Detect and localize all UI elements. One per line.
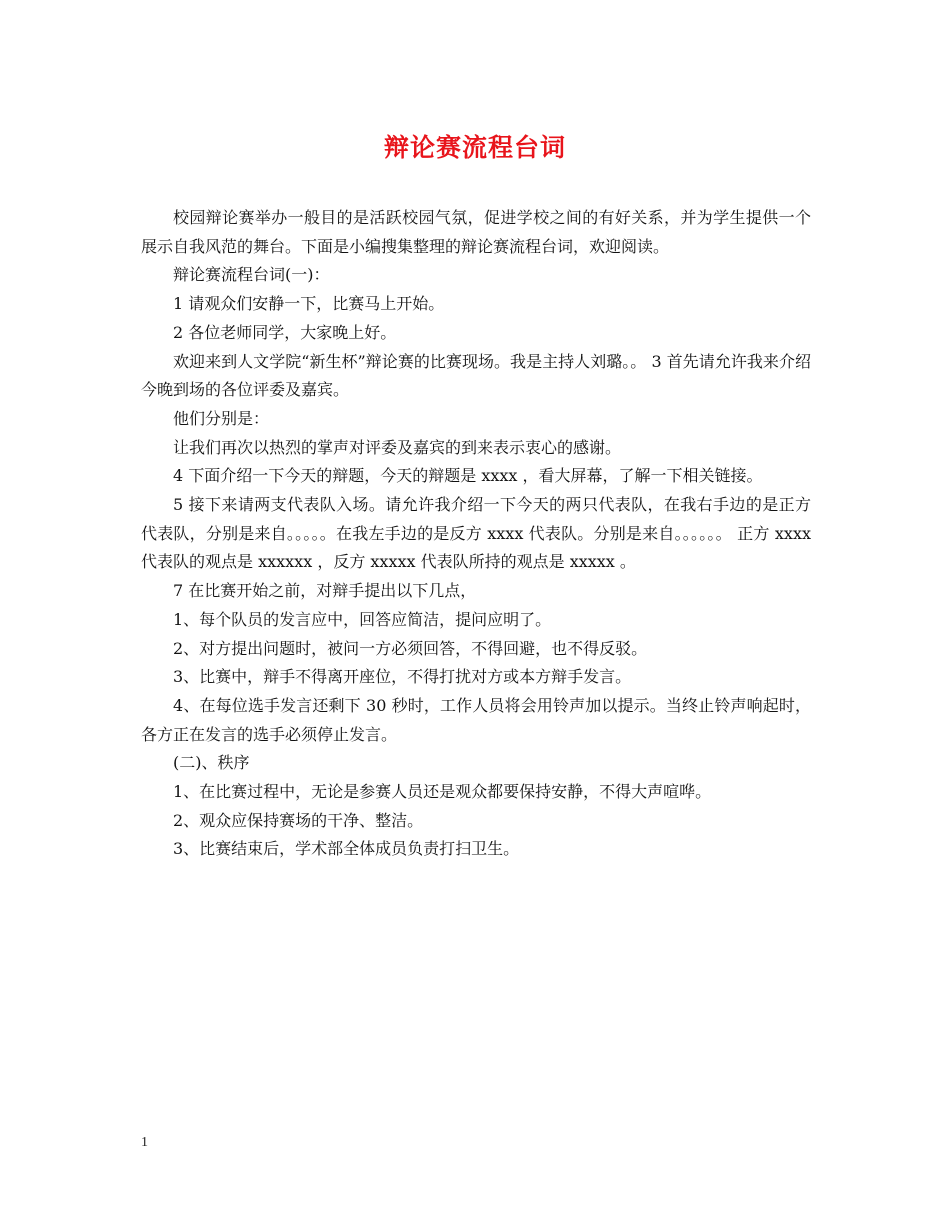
paragraph: 校园辩论赛举办一般目的是活跃校园气氛，促进学校之间的有好关系，并为学生提供一个展示自我风范的舞台。下面是小编搜集整理的辩论赛流程台词，欢迎阅读。 — [141, 208, 811, 256]
paragraph: 5 接下来请两支代表队入场。请允许我介绍一下今天的两只代表队，在我右手边的是正方代表队，分别是来自。。。。。在我左手边的是反方 xxxx 代表队。分别是来自。。。。。。 正方 xxxx 代表队的观点是 xxxxxx ，反方 xxxxx 代表队所持的观点是 xxxxx 。 — [141, 495, 811, 572]
paragraph: 他们分别是： — [173, 408, 270, 428]
document-title: 辩论赛流程台词 — [383, 133, 566, 162]
paragraph: 3、比赛结束后，学术部全体成员负责打扫卫生。 — [173, 839, 520, 859]
paragraph: 7 在比赛开始之前，对辩手提出以下几点， — [173, 581, 477, 601]
page-number: 1 — [141, 1135, 148, 1150]
paragraph: (二)、秩序 — [173, 753, 250, 773]
paragraph: 让我们再次以热烈的掌声对评委及嘉宾的到来表示衷心的感谢。 — [173, 437, 622, 457]
paragraph: 2、观众应保持赛场的干净、整洁。 — [173, 810, 424, 830]
paragraph: 4 下面介绍一下今天的辩题，今天的辩题是 xxxx ，看大屏幕，了解一下相关链接。 — [173, 466, 763, 486]
paragraph: 欢迎来到人文学院“新生杯”辩论赛的比赛现场。我是主持人刘璐。。 3 首先请允许我来介绍今晚到场的各位评委及嘉宾。 — [141, 351, 811, 400]
paragraph: 4、在每位选手发言还剩下 30 秒时，工作人员将会用铃声加以提示。当终止铃声响起时，各方正在发言的选手必须停止发言。 — [141, 695, 811, 744]
paragraph: 2 各位老师同学，大家晚上好。 — [173, 322, 397, 342]
paragraph: 1 请观众们安静一下，比赛马上开始。 — [173, 294, 445, 314]
paragraph: 1、每个队员的发言应中，回答应简洁，提问应明了。 — [173, 609, 552, 629]
paragraph: 2、对方提出问题时，被问一方必须回答，不得回避，也不得反驳。 — [173, 638, 648, 658]
document-body — [141, 204, 811, 864]
paragraph: 3、比赛中，辩手不得离开座位，不得打扰对方或本方辩手发言。 — [173, 667, 632, 687]
paragraph: 1、在比赛过程中，无论是参赛人员还是观众都要保持安静，不得大声喧哗。 — [173, 782, 712, 802]
paragraph: 辩论赛流程台词(一)： — [173, 265, 330, 285]
